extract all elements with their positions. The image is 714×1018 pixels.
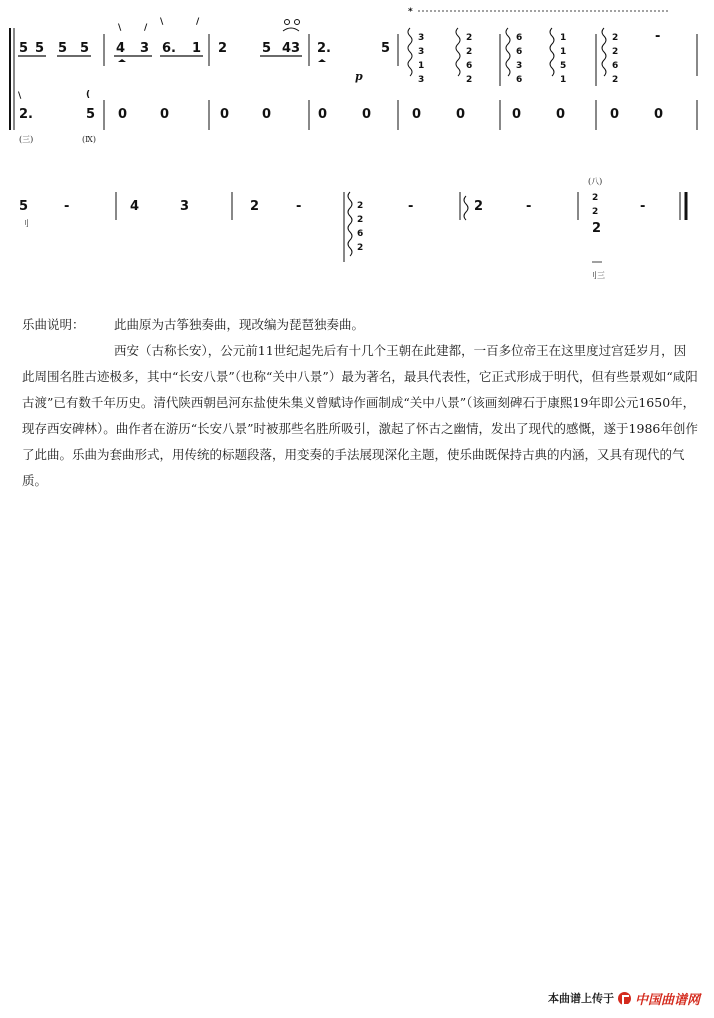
svg-text:2: 2 [466, 75, 473, 85]
octave-marker: * [408, 7, 413, 17]
site-logo-icon [618, 992, 631, 1005]
svg-text:-: - [408, 199, 414, 214]
svg-text:0: 0 [556, 107, 566, 122]
svg-text:0: 0 [654, 107, 664, 122]
score-svg [0, 0, 714, 300]
svg-text:2: 2 [466, 33, 473, 43]
bass-row [18, 90, 697, 144]
note: 2. [19, 107, 33, 122]
svg-text:-: - [64, 199, 70, 214]
svg-text:2: 2 [357, 201, 364, 211]
svg-text:\: \ [160, 17, 164, 27]
chord-3 [506, 28, 522, 85]
svg-text:1: 1 [560, 75, 567, 85]
svg-text:6: 6 [357, 229, 364, 239]
system-2 [19, 177, 686, 280]
svg-text:0: 0 [262, 107, 272, 122]
note: 5 [58, 41, 68, 56]
chord-2 [456, 28, 472, 85]
svg-text:-: - [296, 199, 302, 214]
svg-text:刂: 刂 [21, 219, 29, 228]
note: 3 [140, 41, 150, 56]
footer [548, 988, 700, 1008]
section-marker: (三) [19, 135, 34, 144]
svg-text:3: 3 [418, 33, 425, 43]
svg-text:2: 2 [592, 193, 599, 203]
chord-5 [602, 28, 660, 85]
svg-text:2: 2 [466, 47, 473, 57]
svg-text:0: 0 [318, 107, 328, 122]
svg-text:刂三: 刂三 [589, 271, 605, 280]
note: 5 [86, 107, 96, 122]
svg-text:3: 3 [516, 61, 523, 71]
svg-text:0: 0 [118, 107, 128, 122]
svg-text:2: 2 [612, 33, 619, 43]
music-notes [22, 312, 698, 494]
svg-text:6: 6 [516, 47, 523, 57]
footer-text: 本曲谱上传于 [547, 992, 614, 1005]
chord-1 [408, 28, 424, 85]
svg-text:0: 0 [160, 107, 170, 122]
svg-text:-: - [526, 199, 532, 214]
svg-text:2: 2 [357, 215, 364, 225]
note: 5 [262, 41, 272, 56]
svg-text:\: \ [18, 91, 22, 101]
note: 43 [282, 41, 301, 56]
note: 2. [317, 41, 331, 56]
svg-text:2: 2 [592, 207, 599, 217]
svg-text:6: 6 [466, 61, 473, 71]
svg-text:0: 0 [362, 107, 372, 122]
svg-text:3: 3 [418, 47, 425, 57]
svg-text:\: \ [118, 23, 122, 33]
note: 5 [381, 41, 391, 56]
notes-paragraph: 西安（古称长安），公元前11世纪起先后有十几个王朝在此建都，一百多位帝王在这里度过宫廷岁月，因此周围名胜古迹极多，其中“长安八景”（也称“关中八景”）最为著名，最具代表性，它正式形成于明代，但有些景观如“咸阳古渡”已有数千年历史。清代陕西朝邑河东盐使朱集义曾赋诗作画制成“关中八景”（该画刻碑石于康熙19年即公元1650年，现存西安碑林）。曲作者在游历“长安八景”时被那些名胜所吸引，激起了怀古之幽情，发出了现代的感慨，遂于1986年创作了此曲。乐曲为套曲形式，用传统的标题段落，用变奏的手法展现深化主题，使乐曲既保持古典的内涵，又具有现代的气质。 [22, 343, 698, 488]
svg-text:6: 6 [516, 75, 523, 85]
svg-text:2: 2 [250, 199, 260, 214]
dynamic-mark: p [355, 70, 363, 83]
svg-text:(八): (八) [588, 177, 603, 186]
note: 4 [116, 41, 126, 56]
svg-text:1: 1 [560, 33, 567, 43]
note: 5 [19, 41, 29, 56]
svg-text:3: 3 [180, 199, 190, 214]
svg-text:0: 0 [456, 107, 466, 122]
note: 6. [162, 41, 176, 56]
svg-text:6: 6 [516, 33, 523, 43]
chord-4 [550, 28, 566, 85]
svg-text:/: / [196, 17, 200, 27]
svg-text:1: 1 [560, 47, 567, 57]
svg-text:4: 4 [130, 199, 140, 214]
section-marker: (Ⅸ) [82, 135, 96, 144]
svg-text:(: ( [86, 90, 91, 100]
svg-text:2: 2 [357, 243, 364, 253]
svg-text:0: 0 [512, 107, 522, 122]
score-notation [0, 0, 714, 300]
svg-text:2: 2 [612, 47, 619, 57]
notes-intro: 此曲原为古筝独奏曲，现改编为琵琶独奏曲。 [114, 317, 365, 332]
treble-row [18, 17, 697, 86]
svg-text:1: 1 [418, 61, 425, 71]
svg-text:3: 3 [418, 75, 425, 85]
svg-text:5: 5 [560, 61, 567, 71]
note: 5 [35, 41, 45, 56]
svg-text:/: / [144, 23, 148, 33]
notes-heading: 乐曲说明： [22, 317, 85, 332]
svg-text:0: 0 [610, 107, 620, 122]
svg-text:0: 0 [412, 107, 422, 122]
svg-text:5: 5 [19, 199, 29, 214]
svg-text:2: 2 [612, 75, 619, 85]
svg-text:6: 6 [612, 61, 619, 71]
footer-site-link[interactable]: 中国曲谱网 [634, 992, 700, 1008]
svg-text:2: 2 [474, 199, 484, 214]
svg-text:0: 0 [220, 107, 230, 122]
svg-text:-: - [655, 29, 661, 44]
note: 1 [192, 41, 202, 56]
note: 5 [80, 41, 90, 56]
note: 2 [218, 41, 228, 56]
svg-text:-: - [640, 199, 646, 214]
notes-first-line [22, 312, 698, 338]
svg-text:2: 2 [592, 221, 602, 236]
